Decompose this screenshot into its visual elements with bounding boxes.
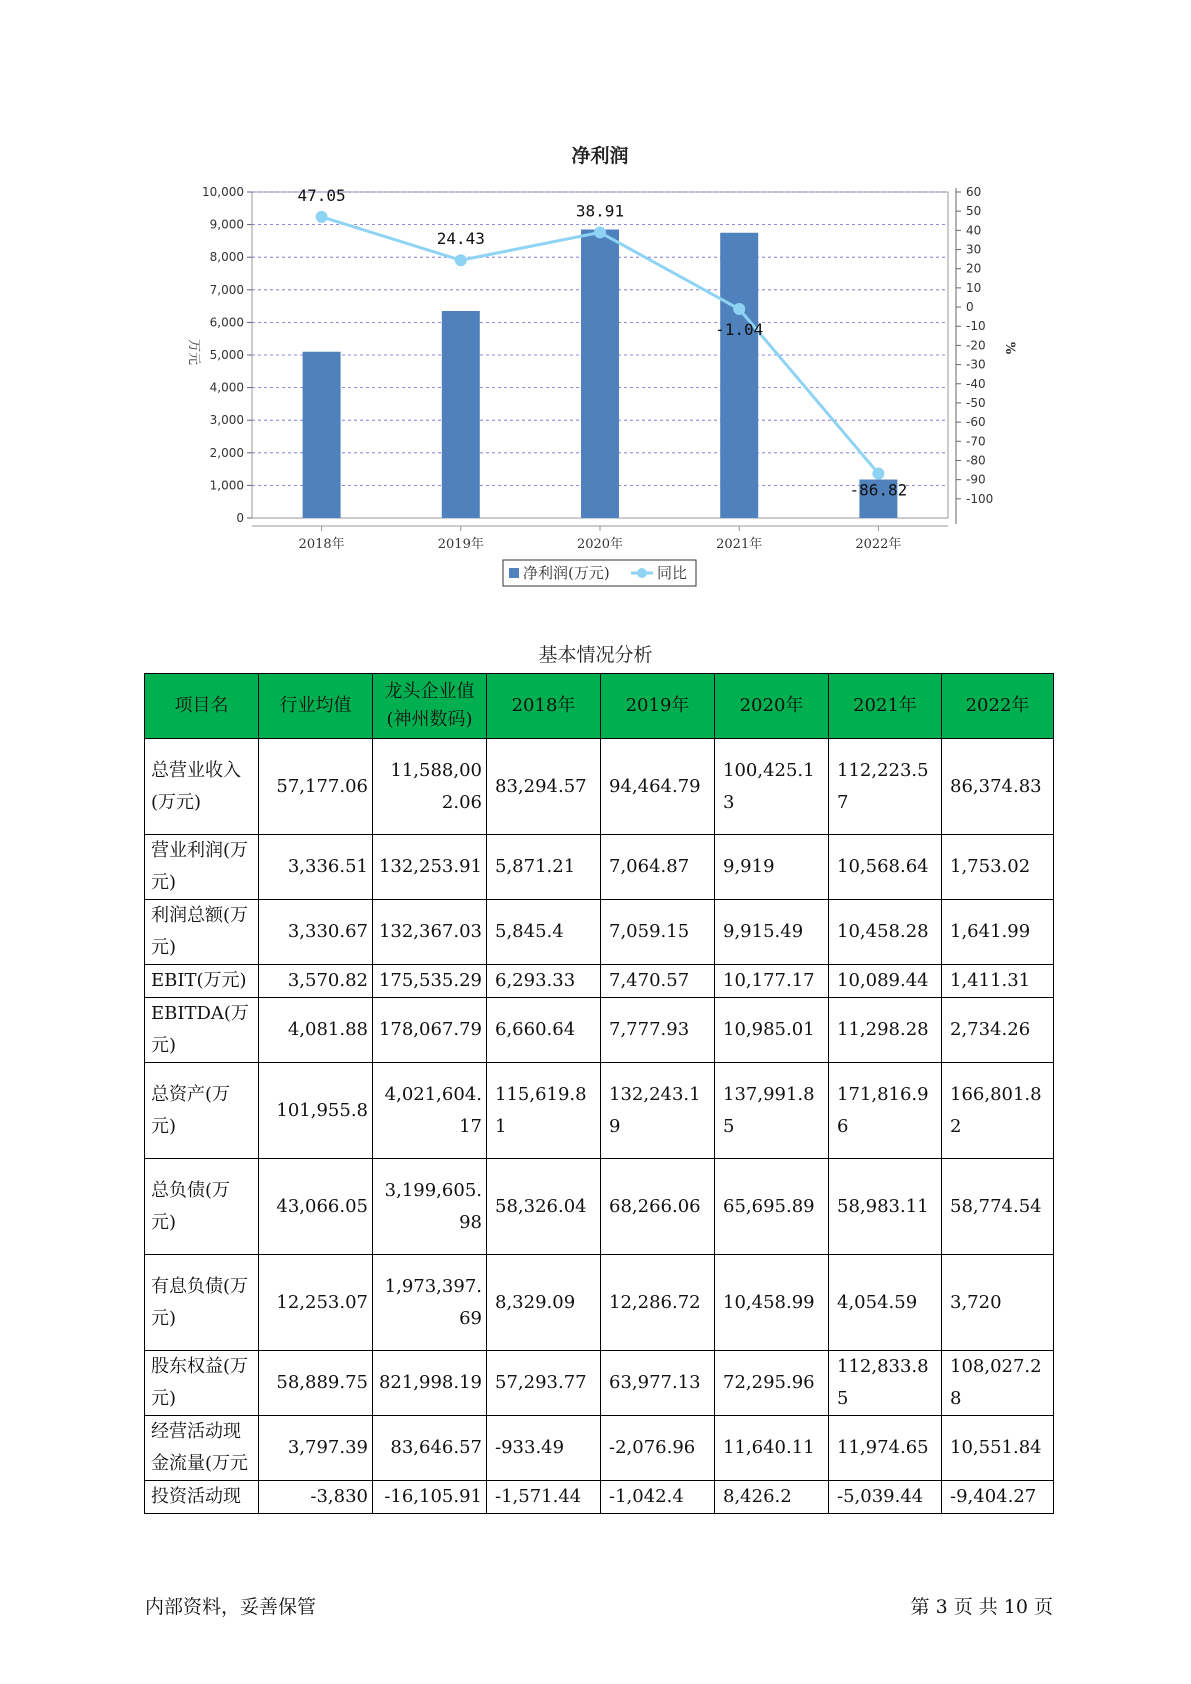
row-label: 营业利润(万元) (145, 835, 259, 900)
table-header-cell: 龙头企业值(神州数码) (373, 674, 487, 739)
table-cell: 4,081.88 (259, 998, 373, 1063)
left-tick-label: 1,000 (209, 478, 244, 493)
table-cell: 4,021,604.17 (373, 1063, 487, 1159)
table-cell: 112,833.85 (829, 1351, 942, 1416)
row-label: EBITDA(万元) (145, 998, 259, 1063)
net-profit-chart (0, 0, 1191, 600)
right-tick-label: -100 (966, 491, 994, 506)
legend-line-label: 同比 (657, 564, 688, 582)
left-tick-label: 5,000 (209, 348, 244, 362)
x-tick-label: 2018年 (298, 537, 345, 552)
table-cell: 10,551.84 (942, 1416, 1054, 1481)
table-row (145, 1416, 1054, 1481)
table-cell: 1,641.99 (942, 900, 1054, 965)
right-tick-label: -80 (966, 453, 986, 468)
table-cell: 10,089.44 (829, 965, 942, 998)
right-tick-label: 50 (966, 204, 982, 219)
table-cell: 7,777.93 (601, 998, 715, 1063)
table-cell: 101,955.8 (259, 1063, 373, 1159)
table-cell: 8,426.2 (715, 1481, 829, 1514)
yoy-data-label: 24.43 (436, 229, 485, 249)
row-label: EBIT(万元) (145, 965, 259, 998)
x-tick-label: 2022年 (855, 537, 902, 552)
table-cell: 178,067.79 (373, 998, 487, 1063)
table-cell: 43,066.05 (259, 1159, 373, 1255)
table-cell: 5,845.4 (487, 900, 601, 965)
table-cell: 86,374.83 (942, 739, 1054, 835)
table-cell: 68,266.06 (601, 1159, 715, 1255)
table-cell: 7,059.15 (601, 900, 715, 965)
table-row (145, 998, 1054, 1063)
right-tick-label: 30 (966, 242, 982, 257)
table-cell: 12,286.72 (601, 1255, 715, 1351)
table-cell: 3,199,605.98 (373, 1159, 487, 1255)
x-tick-label: 2020年 (576, 537, 624, 552)
table-cell: 3,797.39 (259, 1416, 373, 1481)
table-cell: 10,458.99 (715, 1255, 829, 1351)
table-cell: 1,973,397.69 (373, 1255, 487, 1351)
table-cell: 132,243.19 (601, 1063, 715, 1159)
table-row (145, 1159, 1054, 1255)
table-cell: 3,570.82 (259, 965, 373, 998)
table-cell: -3,830 (259, 1481, 373, 1514)
left-tick-label: 10,000 (202, 185, 244, 199)
table-cell: 11,588,002.06 (373, 739, 487, 835)
table-cell: 58,326.04 (487, 1159, 601, 1255)
right-axis-title: % (1002, 341, 1017, 355)
yoy-data-label: -86.82 (849, 480, 908, 500)
yoy-point (316, 211, 328, 223)
table-cell: 171,816.96 (829, 1063, 942, 1159)
row-label: 总营业收入(万元) (145, 739, 259, 835)
table-cell: 10,568.64 (829, 835, 942, 900)
table-cell: 115,619.81 (487, 1063, 601, 1159)
x-tick-label: 2021年 (716, 537, 763, 552)
table-cell: 5,871.21 (487, 835, 601, 900)
table-cell: 9,919 (715, 835, 829, 900)
yoy-data-label: 38.91 (575, 201, 625, 221)
table-cell: 108,027.28 (942, 1351, 1054, 1416)
table-cell: 58,774.54 (942, 1159, 1054, 1255)
table-row (145, 835, 1054, 900)
table-cell: 3,330.67 (259, 900, 373, 965)
table-cell: 11,298.28 (829, 998, 942, 1063)
yoy-point (872, 468, 884, 480)
footer-confidential-note: 内部资料，妥善保管 (145, 1596, 317, 1618)
table-cell: 72,295.96 (715, 1351, 829, 1416)
right-tick-label: -50 (966, 395, 986, 410)
table-row (145, 1351, 1054, 1416)
table-cell: 10,985.01 (715, 998, 829, 1063)
table-cell: 7,470.57 (601, 965, 715, 998)
table-cell: 9,915.49 (715, 900, 829, 965)
table-cell: 8,329.09 (487, 1255, 601, 1351)
chart-canvas (0, 0, 1191, 600)
table-cell: 10,177.17 (715, 965, 829, 998)
left-tick-label: 6,000 (209, 315, 244, 330)
yoy-data-label: 47.05 (297, 185, 346, 205)
table-header-row (145, 674, 1054, 739)
analysis-table (144, 673, 1054, 1514)
bar-2018年 (303, 352, 341, 518)
yoy-data-label: -1.04 (715, 320, 764, 340)
table-cell: 4,054.59 (829, 1255, 942, 1351)
table-header-cell: 2021年 (829, 674, 942, 739)
table-header-cell: 2018年 (487, 674, 601, 739)
row-label: 投资活动现 (145, 1481, 259, 1514)
table-cell: 57,177.06 (259, 739, 373, 835)
legend-line-marker (637, 568, 647, 578)
right-tick-label: -60 (966, 415, 986, 430)
legend-bar-swatch (509, 568, 519, 578)
table-cell: -1,571.44 (487, 1481, 601, 1514)
row-label: 股东权益(万元) (145, 1351, 259, 1416)
footer-page-number: 第 3 页 共 10 页 (910, 1596, 1053, 1618)
right-tick-label: 20 (966, 261, 982, 276)
table-cell: -2,076.96 (601, 1416, 715, 1481)
right-tick-label: -90 (966, 472, 986, 487)
x-tick-label: 2019年 (437, 537, 484, 552)
right-tick-label: -70 (966, 434, 986, 449)
right-tick-label: -40 (966, 376, 986, 391)
table-cell: -933.49 (487, 1416, 601, 1481)
right-tick-label: -30 (966, 357, 986, 372)
yoy-point (455, 254, 467, 266)
row-label: 经营活动现金流量(万元 (145, 1416, 259, 1481)
table-caption: 基本情况分析 (538, 644, 653, 666)
left-tick-label: 7,000 (209, 282, 244, 297)
left-tick-label: 2,000 (209, 445, 244, 460)
table-cell: 83,646.57 (373, 1416, 487, 1481)
table-cell: 63,977.13 (601, 1351, 715, 1416)
left-tick-label: 4,000 (209, 380, 244, 395)
right-tick-label: 60 (966, 185, 982, 199)
table-cell: 2,734.26 (942, 998, 1054, 1063)
table-row (145, 1481, 1054, 1514)
row-label: 总资产(万元) (145, 1063, 259, 1159)
table-cell: 166,801.82 (942, 1063, 1054, 1159)
table-row (145, 1255, 1054, 1351)
bar-2020年 (581, 229, 619, 518)
table-row (145, 739, 1054, 835)
table-header-cell: 项目名 (145, 674, 259, 739)
table-cell: 10,458.28 (829, 900, 942, 965)
table-cell: 132,367.03 (373, 900, 487, 965)
table-header-cell: 2020年 (715, 674, 829, 739)
table-cell: 83,294.57 (487, 739, 601, 835)
table-cell: 65,695.89 (715, 1159, 829, 1255)
left-tick-label: 0 (236, 511, 244, 525)
row-label: 总负债(万元) (145, 1159, 259, 1255)
table-cell: 132,253.91 (373, 835, 487, 900)
legend-bar-label: 净利润(万元) (523, 564, 610, 582)
table-row (145, 965, 1054, 998)
table-cell: 3,336.51 (259, 835, 373, 900)
table-cell: 7,064.87 (601, 835, 715, 900)
left-tick-label: 8,000 (209, 250, 244, 265)
row-label: 利润总额(万元) (145, 900, 259, 965)
table-cell: -5,039.44 (829, 1481, 942, 1514)
right-tick-label: 10 (966, 280, 982, 295)
row-label: 有息负债(万元) (145, 1255, 259, 1351)
table-cell: 821,998.19 (373, 1351, 487, 1416)
table-cell: 6,293.33 (487, 965, 601, 998)
bar-2019年 (442, 311, 480, 518)
table-header-cell: 2019年 (601, 674, 715, 739)
table-cell: -1,042.4 (601, 1481, 715, 1514)
left-axis-title: 万元 (186, 338, 201, 366)
yoy-point (733, 303, 745, 315)
table-cell: 1,753.02 (942, 835, 1054, 900)
table-row (145, 900, 1054, 965)
bar-2021年 (720, 233, 758, 518)
table-cell: -9,404.27 (942, 1481, 1054, 1514)
yoy-point (594, 226, 606, 238)
table-row (145, 1063, 1054, 1159)
table-cell: 12,253.07 (259, 1255, 373, 1351)
right-tick-label: 40 (966, 223, 982, 238)
table-cell: 137,991.85 (715, 1063, 829, 1159)
table-cell: 1,411.31 (942, 965, 1054, 998)
right-tick-label: 0 (966, 300, 974, 315)
table-header-cell: 2022年 (942, 674, 1054, 739)
table-cell: -16,105.91 (373, 1481, 487, 1514)
table-cell: 11,974.65 (829, 1416, 942, 1481)
table-cell: 6,660.64 (487, 998, 601, 1063)
table-cell: 57,293.77 (487, 1351, 601, 1416)
table-header-cell: 行业均值 (259, 674, 373, 739)
table-cell: 175,535.29 (373, 965, 487, 998)
right-tick-label: -20 (966, 338, 986, 353)
right-tick-label: -10 (966, 319, 986, 334)
table-cell: 58,889.75 (259, 1351, 373, 1416)
table-cell: 58,983.11 (829, 1159, 942, 1255)
table-cell: 112,223.57 (829, 739, 942, 835)
table-cell: 100,425.13 (715, 739, 829, 835)
table-cell: 3,720 (942, 1255, 1054, 1351)
left-tick-label: 9,000 (209, 217, 244, 232)
table-cell: 11,640.11 (715, 1416, 829, 1481)
chart-title: 净利润 (571, 145, 629, 167)
table-cell: 94,464.79 (601, 739, 715, 835)
left-tick-label: 3,000 (209, 413, 244, 428)
